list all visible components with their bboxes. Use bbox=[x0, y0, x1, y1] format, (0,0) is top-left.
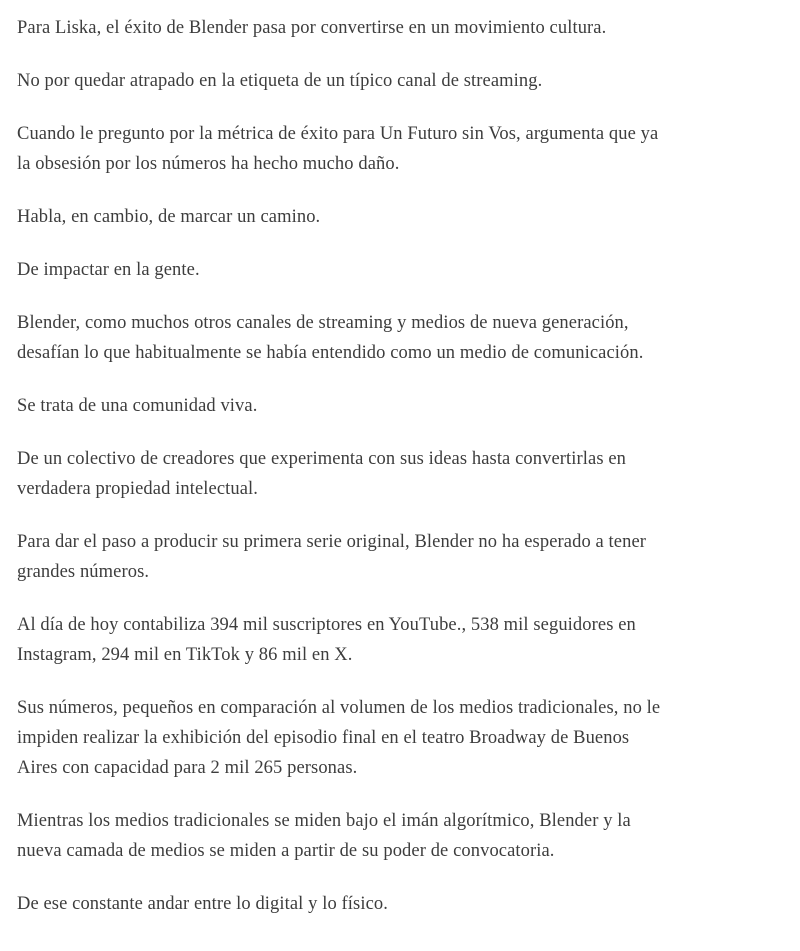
text-line: la obsesión por los números ha hecho mucho daño. bbox=[17, 154, 400, 174]
text-line: impiden realizar la exhibición del episodio final en el teatro Broadway de Buenos bbox=[17, 728, 630, 748]
paragraph bbox=[17, 391, 783, 421]
paragraph bbox=[17, 202, 783, 232]
paragraph bbox=[17, 444, 783, 504]
text-line: Al día de hoy contabiliza 394 mil suscriptores en YouTube., 538 mil seguidores en bbox=[17, 615, 636, 635]
text-line: Aires con capacidad para 2 mil 265 personas. bbox=[17, 758, 358, 778]
text-line: Se trata de una comunidad viva. bbox=[17, 396, 258, 416]
paragraph bbox=[17, 66, 783, 96]
text-line: Habla, en cambio, de marcar un camino. bbox=[17, 207, 321, 227]
paragraph bbox=[17, 806, 783, 866]
paragraph bbox=[17, 610, 783, 670]
text-line: De ese constante andar entre lo digital y lo físico. bbox=[17, 894, 388, 914]
paragraph bbox=[17, 119, 783, 179]
text-line: Blender, como muchos otros canales de streaming y medios de nueva generación, bbox=[17, 313, 629, 333]
text-line: No por quedar atrapado en la etiqueta de un típico canal de streaming. bbox=[17, 71, 543, 91]
paragraph bbox=[17, 527, 783, 587]
text-line: Instagram, 294 mil en TikTok y 86 mil en X. bbox=[17, 645, 353, 665]
text-line: desafían lo que habitualmente se había entendido como un medio de comunicación. bbox=[17, 343, 644, 363]
text-line: De impactar en la gente. bbox=[17, 260, 200, 280]
paragraph bbox=[17, 308, 783, 368]
paragraph bbox=[17, 255, 783, 285]
text-line: Cuando le pregunto por la métrica de éxito para Un Futuro sin Vos, argumenta que ya bbox=[17, 124, 659, 144]
text-line: Para dar el paso a producir su primera serie original, Blender no ha esperado a tener bbox=[17, 532, 647, 552]
text-line: De un colectivo de creadores que experimenta con sus ideas hasta convertirlas en bbox=[17, 449, 627, 469]
text-line: Para Liska, el éxito de Blender pasa por convertirse en un movimiento cultura. bbox=[17, 18, 607, 38]
text-line: Sus números, pequeños en comparación al volumen de los medios tradicionales, no le bbox=[17, 698, 661, 718]
text-line: verdadera propiedad intelectual. bbox=[17, 479, 259, 499]
paragraph bbox=[17, 693, 783, 783]
paragraph bbox=[17, 13, 783, 43]
text-line: nueva camada de medios se miden a partir de su poder de convocatoria. bbox=[17, 841, 555, 861]
paragraph bbox=[17, 889, 783, 919]
article-body bbox=[17, 13, 783, 919]
text-line: Mientras los medios tradicionales se miden bajo el imán algorítmico, Blender y la bbox=[17, 811, 631, 831]
text-line: grandes números. bbox=[17, 562, 150, 582]
